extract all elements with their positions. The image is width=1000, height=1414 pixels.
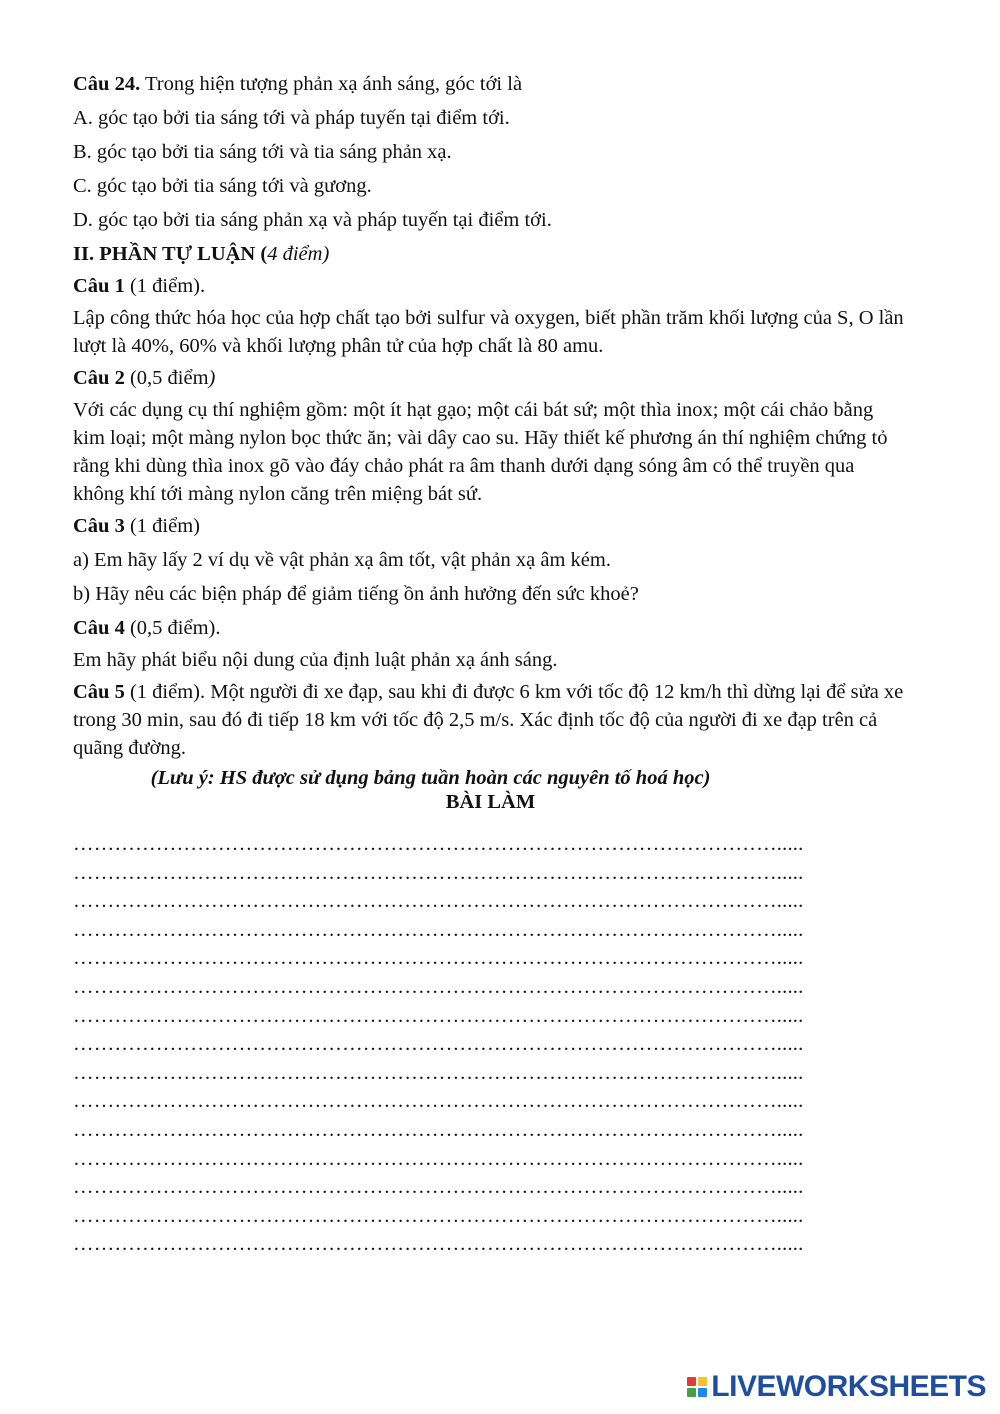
answer-line[interactable]: …………………………………………………………………………………………..... bbox=[73, 1061, 804, 1084]
answer-heading: BÀI LÀM bbox=[445, 791, 536, 813]
question-5-label: Câu 5 bbox=[73, 681, 125, 703]
answer-line[interactable]: …………………………………………………………………………………………..... bbox=[73, 1204, 804, 1227]
answer-line[interactable]: …………………………………………………………………………………………..... bbox=[73, 1233, 804, 1256]
question-4-body: Em hãy phát biểu nội dung của định luật phản xạ ánh sáng. bbox=[73, 649, 558, 671]
question-24 bbox=[73, 70, 908, 98]
question-3a: a) Em hãy lấy 2 ví dụ về vật phản xạ âm tốt, vật phản xạ âm kém. bbox=[73, 549, 611, 571]
logo-square bbox=[687, 1377, 696, 1386]
answer-line[interactable]: …………………………………………………………………………………………..... bbox=[73, 918, 804, 941]
question-1-heading: Câu 1 (1 điểm). bbox=[73, 275, 206, 297]
answer-line[interactable]: …………………………………………………………………………………………..... bbox=[73, 975, 804, 998]
question-3b: b) Hãy nêu các biện pháp để giảm tiếng ồn ảnh hưởng đến sức khoẻ? bbox=[73, 583, 639, 605]
question-2-body: Với các dụng cụ thí nghiệm gồm: một ít hạt gạo; một cái bát sứ; một thìa inox; một cái chảo bằng kim loại; một màng nylon bọc thức ăn; vài dây cao su. Hãy thiết kế phương án thí nghiệm chứng tỏ rằng khi dùng thìa inox gõ vào đáy chảo phát ra âm thanh dưới dạng sóng âm có thể truyền qua không khí tới màng nylon căng trên miệng bát sứ. bbox=[73, 399, 888, 505]
answer-line[interactable]: …………………………………………………………………………………………..... bbox=[73, 1147, 804, 1170]
logo-square bbox=[698, 1377, 707, 1386]
option-b: B. góc tạo bởi tia sáng tới và tia sáng phản xạ. bbox=[73, 141, 452, 163]
question-24-text: Trong hiện tượng phản xạ ánh sáng, góc tới là bbox=[140, 73, 523, 95]
answer-line[interactable]: …………………………………………………………………………………………..... bbox=[73, 1033, 804, 1056]
section-2-points: 4 điểm bbox=[267, 243, 323, 265]
logo-square bbox=[698, 1388, 707, 1397]
answer-lines bbox=[73, 830, 908, 1259]
answer-line[interactable]: …………………………………………………………………………………………..... bbox=[73, 833, 804, 855]
answer-line[interactable]: …………………………………………………………………………………………..... bbox=[73, 1004, 804, 1027]
question-4-heading: Câu 4 (0,5 điểm). bbox=[73, 617, 221, 639]
answer-line[interactable]: …………………………………………………………………………………………..... bbox=[73, 1176, 804, 1199]
answer-line[interactable]: …………………………………………………………………………………………..... bbox=[73, 947, 804, 970]
question-3-heading: Câu 3 (1 điểm) bbox=[73, 515, 200, 537]
answer-line[interactable]: …………………………………………………………………………………………..... bbox=[73, 1118, 804, 1141]
question-5 bbox=[73, 678, 908, 762]
question-1-label: Câu 1 bbox=[73, 275, 125, 297]
liveworksheets-logo bbox=[687, 1370, 986, 1404]
question-5-body: (1 điểm). Một người đi xe đạp, sau khi đi được 6 km với tốc độ 12 km/h thì dừng lại để sửa xe trong 30 min, sau đó đi tiếp 18 km với tốc độ 2,5 m/s. Xác định tốc độ của người đi xe đạp trên cả quãng đường. bbox=[73, 681, 904, 759]
worksheet-page bbox=[73, 70, 908, 1259]
section-2-title: II. PHẦN TỰ LUẬN (4 điểm) bbox=[73, 243, 330, 265]
option-c: C. góc tạo bởi tia sáng tới và gương. bbox=[73, 175, 372, 197]
logo-square bbox=[687, 1388, 696, 1397]
answer-line[interactable]: …………………………………………………………………………………………..... bbox=[73, 861, 804, 884]
answer-line[interactable]: …………………………………………………………………………………………..... bbox=[73, 890, 804, 913]
question-2-label: Câu 2 bbox=[73, 367, 125, 389]
question-1-body: Lập công thức hóa học của hợp chất tạo bởi sulfur và oxygen, biết phần trăm khối lượng của S, O lần lượt là 40%, 60% và khối lượng phân tử của hợp chất là 80 amu. bbox=[73, 307, 904, 357]
question-4-label: Câu 4 bbox=[73, 617, 125, 639]
question-24-label: Câu 24. bbox=[73, 73, 141, 95]
option-a: A. góc tạo bởi tia sáng tới và pháp tuyến tại điểm tới. bbox=[73, 107, 510, 129]
note: (Lưu ý: HS được sử dụng bảng tuần hoàn các nguyên tố hoá học) bbox=[150, 767, 711, 789]
option-d: D. góc tạo bởi tia sáng phản xạ và pháp tuyến tại điểm tới. bbox=[73, 209, 552, 231]
question-3-label: Câu 3 bbox=[73, 515, 125, 537]
logo-mark-icon bbox=[687, 1377, 707, 1397]
answer-line[interactable]: …………………………………………………………………………………………..... bbox=[73, 1090, 804, 1113]
logo-text: LIVEWORKSHEETS bbox=[711, 1370, 986, 1403]
question-2-heading: Câu 2 (0,5 điểm) bbox=[73, 367, 216, 389]
